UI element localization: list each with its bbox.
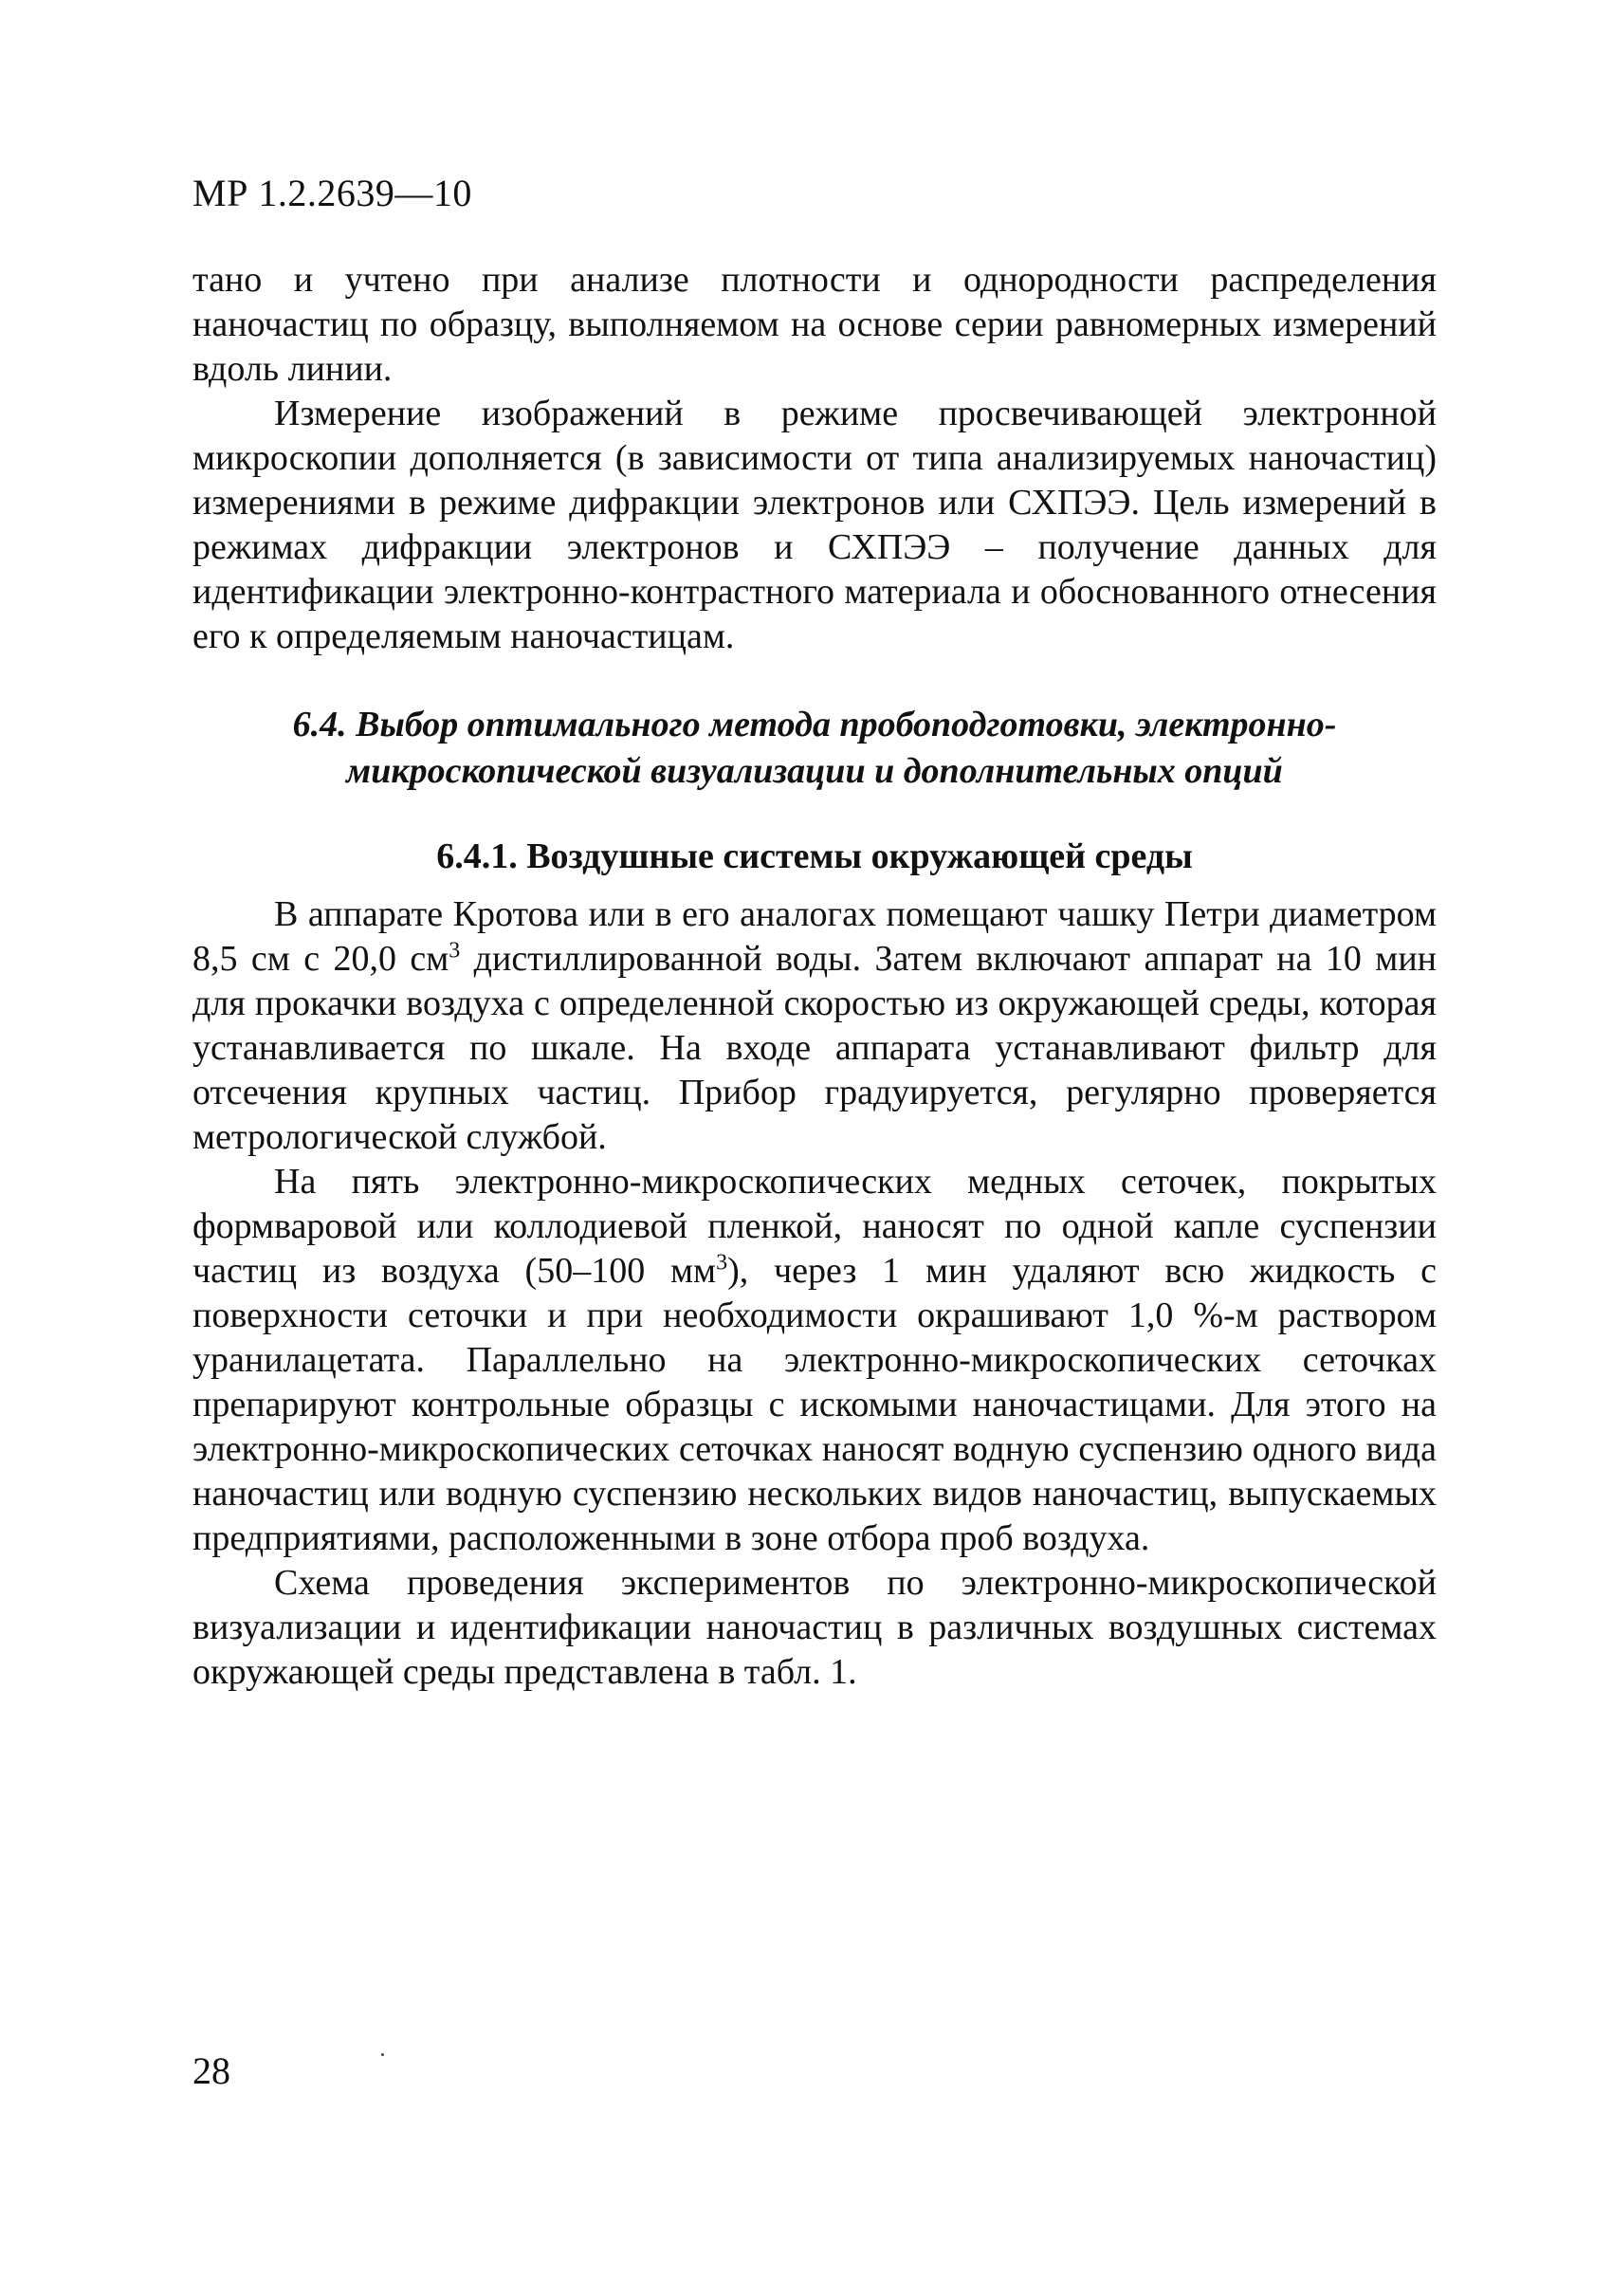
paragraph-grids-text-a: На пять электронно-микроскопических медных сеточек, покрытых формваровой или коллодиевой пленкой, наносят по одной капле суспензии частиц из воздуха (50–100 мм xyxy=(192,1162,1437,1291)
paragraph-krotov-apparatus xyxy=(192,892,1437,1160)
section-heading-6-4-line1: 6.4. Выбор оптимального метода пробоподготовки, электронно- xyxy=(292,705,1337,744)
paragraph-tem-measurement: Измерение изображений в режиме просвечивающей электронной микроскопии дополняется (в зависимости от типа анализируемых наночастиц) измерениями в режиме дифракции электронов или СХПЭЭ. Цель измерений в режимах дифракции электронов и СХПЭЭ – получение данных для идентификации электронно-контрастного материала и обоснованного отнесения его к определяемым наночастицам. xyxy=(192,394,1437,656)
paragraph-continuation: тано и учтено при анализе плотности и однородности распределения наночастиц по образцу, выполняемом на основе серии равномерных измерений вдоль линии. xyxy=(192,260,1437,389)
document-code: МР 1.2.2639—10 xyxy=(192,172,472,214)
paragraph-grids-text-b: ), через 1 мин удаляют всю жидкость с поверхности сеточки и при необходимости окрашивают 1,0 %-м раствором уранилацетата. Параллельно на электронно-микроскопических сеточках препарируют контрольные образцы с искомыми наночастицами. Для этого на электронно-микроскопических сеточках наносят водную суспензию одного вида наночастиц или водную суспензию нескольких видов наночастиц, выпускаемых предприятиями, расположенными в зоне отбора проб воздуха. xyxy=(192,1251,1437,1558)
superscript-cube: 3 xyxy=(716,1250,728,1276)
scan-speck xyxy=(381,2053,384,2056)
body-text xyxy=(192,258,1437,1695)
paragraph-krotov-text-a: В аппарате Кротова или в его аналогах помещают чашку Петри диаметром 8,5 см с 20,0 см xyxy=(192,894,1437,979)
paragraph-grids-preparation xyxy=(192,1160,1437,1561)
section-heading-6-4-line2: микроскопической визуализации и дополнительных опций xyxy=(346,751,1283,791)
section-heading-6-4 xyxy=(192,702,1437,795)
paragraph-krotov-text-b: дистиллированной воды. Затем включают аппарат на 10 мин для прокачки воздуха с определенной скоростью из окружающей среды, которая устанавливается по шкале. На входе аппарата устанавливают фильтр для отсечения крупных частиц. Прибор градуируется, регулярно проверяется метрологической службой. xyxy=(192,939,1437,1157)
subsection-heading-6-4-1: 6.4.1. Воздушные системы окружающей среды xyxy=(436,836,1193,876)
paragraph-experiment-scheme: Схема проведения экспериментов по электронно-микроскопической визуализации и идентификации наночастиц в различных воздушных системах окружающей среды представлена в табл. 1. xyxy=(192,1563,1437,1692)
superscript-cube: 3 xyxy=(449,938,461,964)
page-number: 28 xyxy=(192,2049,230,2092)
